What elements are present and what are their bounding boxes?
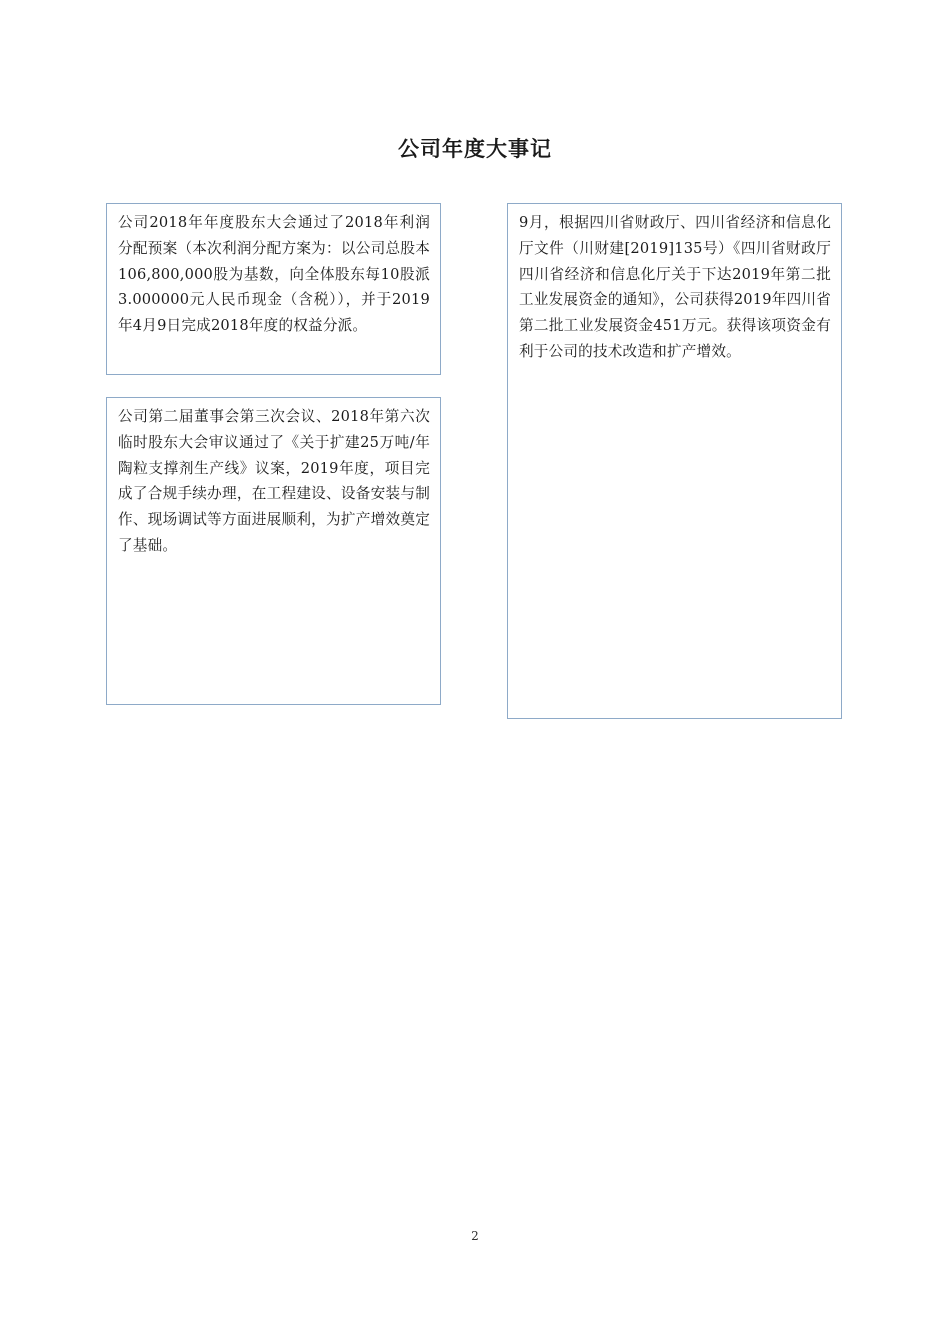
page-title: 公司年度大事记: [398, 137, 552, 161]
event-text-expansion: 公司第二届董事会第三次会议、2018年第六次临时股东大会审议通过了《关于扩建25万吨/年陶粒支撑剂生产线》议案，2019年度，项目完成了合规手续办理，在工程建设、设备安装与制作、现场调试等方面进展顺利，为扩产增效奠定了基础。: [118, 408, 430, 554]
event-box-funding: [507, 203, 842, 719]
event-text-funding: 9月，根据四川省财政厅、四川省经济和信息化厅文件（川财建[2019]135号）《四川省财政厅四川省经济和信息化厅关于下达2019年第二批工业发展资金的通知》，公司获得2019年四川省第二批工业发展资金451万元。获得该项资金有利于公司的技术改造和扩产增效。: [519, 214, 831, 360]
event-box-expansion: [106, 397, 441, 705]
page-number: 2: [471, 1229, 479, 1243]
event-text-dividend: 公司2018年年度股东大会通过了2018年利润分配预案（本次利润分配方案为：以公司总股本106,800,000股为基数，向全体股东每10股派3.000000元人民币现金（含税）），并于2019年4月9日完成2018年度的权益分派。: [118, 214, 430, 335]
event-box-dividend: [106, 203, 441, 375]
